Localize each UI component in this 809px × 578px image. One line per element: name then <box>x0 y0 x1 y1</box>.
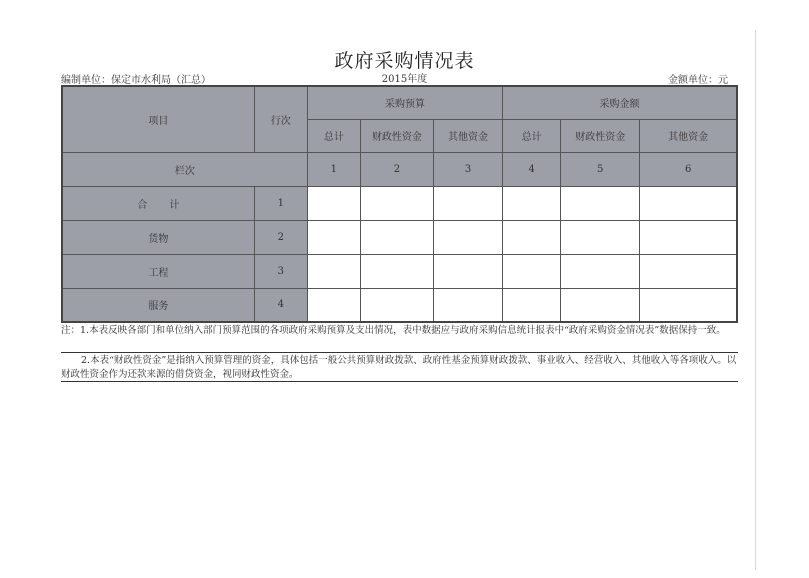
note-1 <box>61 324 738 338</box>
currency-unit: 金额单位：元 <box>668 75 728 86</box>
row-name-services: 服务 <box>62 288 254 322</box>
header-amount-total: 总计 <box>503 119 561 152</box>
header-budget-fiscal: 财政性资金 <box>360 119 433 152</box>
row-line-number: 2 <box>254 220 307 254</box>
data-cell[interactable] <box>640 220 737 254</box>
header-row-no: 行次 <box>254 86 307 152</box>
header-group-amount: 采购金额 <box>503 86 737 119</box>
row-name-works: 工程 <box>62 254 254 288</box>
report-year: 2015年度 <box>381 74 428 85</box>
data-cell[interactable] <box>561 186 640 220</box>
column-number-cell: 3 <box>433 152 502 186</box>
row-line-number: 1 <box>254 186 307 220</box>
header-group-budget: 采购预算 <box>307 86 502 119</box>
column-number-cell: 2 <box>360 152 433 186</box>
data-cell[interactable] <box>503 220 561 254</box>
data-cell[interactable] <box>433 186 502 220</box>
data-cell[interactable] <box>503 288 561 322</box>
table-row <box>62 220 737 254</box>
data-cell[interactable] <box>307 186 360 220</box>
header-row-1 <box>62 86 737 119</box>
column-number-cell: 4 <box>503 152 561 186</box>
header-budget-total: 总计 <box>307 119 360 152</box>
data-cell[interactable] <box>360 254 433 288</box>
note-2-text: 2.本表“财政性资金”是指纳入预算管理的资金，具体包括一般公共预算财政拨款、政府性基金预算财政拨款、事业收入、经营收入、其他收入等各项收入。以财政性资金作为还款来源的借贷资金，视同财政性资金。 <box>61 355 737 380</box>
row-line-number: 3 <box>254 254 307 288</box>
data-cell[interactable] <box>360 186 433 220</box>
report-title: 政府采购情况表 <box>334 50 475 72</box>
row-name-total: 合计 <box>62 186 254 220</box>
data-cell[interactable] <box>433 220 502 254</box>
header-amount-other: 其他资金 <box>640 119 737 152</box>
data-cell[interactable] <box>640 254 737 288</box>
header-item: 项目 <box>62 86 254 152</box>
data-cell[interactable] <box>433 254 502 288</box>
data-cell[interactable] <box>360 288 433 322</box>
note-divider <box>61 352 738 353</box>
note-1-text: 注：1.本表反映各部门和单位纳入部门预算范围的各项政府采购预算及支出情况，表中数据应与政府采购信息统计报表中“政府采购资金情况表”数据保持一致。 <box>61 325 726 336</box>
column-number-row <box>62 152 737 186</box>
data-cell[interactable] <box>640 288 737 322</box>
row-line-number: 4 <box>254 288 307 322</box>
data-cell[interactable] <box>307 288 360 322</box>
row-name-goods: 货物 <box>62 220 254 254</box>
header-amount-fiscal: 财政性资金 <box>561 119 640 152</box>
procurement-table <box>61 85 738 323</box>
data-cell[interactable] <box>307 254 360 288</box>
column-number-cell: 6 <box>640 152 737 186</box>
data-cell[interactable] <box>503 186 561 220</box>
data-cell[interactable] <box>561 220 640 254</box>
data-cell[interactable] <box>561 254 640 288</box>
table-row <box>62 288 737 322</box>
page-edge-line <box>755 30 756 570</box>
data-cell[interactable] <box>503 254 561 288</box>
data-cell[interactable] <box>640 186 737 220</box>
compiling-unit: 编制单位：保定市水利局（汇总） <box>61 75 211 86</box>
data-cell[interactable] <box>561 288 640 322</box>
note-2 <box>61 354 738 382</box>
data-cell[interactable] <box>360 220 433 254</box>
column-number-cell: 1 <box>307 152 360 186</box>
data-cell[interactable] <box>433 288 502 322</box>
column-number-cell: 5 <box>561 152 640 186</box>
data-cell[interactable] <box>307 220 360 254</box>
column-number-label: 栏次 <box>62 152 307 186</box>
table-row <box>62 186 737 220</box>
header-budget-other: 其他资金 <box>433 119 502 152</box>
table-row <box>62 254 737 288</box>
